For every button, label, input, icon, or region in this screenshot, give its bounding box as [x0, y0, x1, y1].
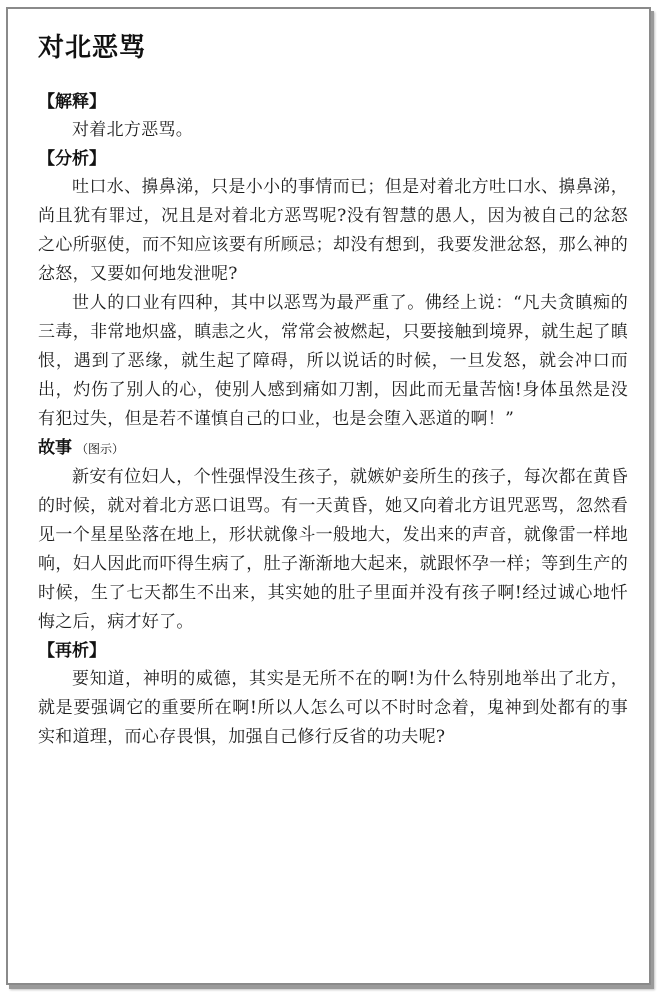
section-analysis	[38, 145, 628, 434]
section-reanalysis	[38, 637, 628, 752]
paragraph: 新安有位妇人，个性强悍没生孩子，就嫉妒妾所生的孩子，每次都在黄昏的时候，就对着北方恶口诅骂。有一天黄昏，她又向着北方诅咒恶骂，忽然看见一个星星坠落在地上，形状就像斗一般地大，发出来的声音，就像雷一样地响，妇人因此而吓得生病了，肚子渐渐地大起来，就跟怀孕一样；等到生产的时候，生了七天都生不出来，其实她的肚子里面并没有孩子啊!经过诚心地忏悔之后，病才好了。	[38, 467, 628, 632]
section-explanation	[38, 88, 628, 145]
document-page	[38, 28, 628, 752]
section-heading	[38, 434, 628, 463]
paragraph: 吐口水、擤鼻涕，只是小小的事情而已；但是对着北方吐口水、擤鼻涕，尚且犹有罪过，况且是对着北方恶骂呢?没有智慧的愚人，因为被自己的忿怒之心所驱使，而不知应该要有所顾忌；却没有想到，我要发泄忿怒，那么神的忿怒，又要如何地发泄呢?	[38, 177, 628, 284]
page-title: 对北恶骂	[38, 33, 147, 63]
paragraph: 世人的口业有四种，其中以恶骂为最严重了。佛经上说：“凡夫贪瞋痴的三毒，非常地炽盛，瞋恚之火，常常会被燃起，只要接触到境界，就生起了瞋恨，遇到了恶缘，就生起了障碍，所以说话的时候，一旦发怒，就会冲口而出，灼伤了别人的心，使别人感到痛如刀割，因此而无量苦恼!身体虽然是没有犯过失，但是若不谨慎自己的口业，也是会堕入恶道的啊！”	[38, 293, 628, 429]
section-heading: 【分析】	[38, 149, 106, 169]
section-story	[38, 434, 628, 637]
paragraph: 对着北方恶骂。	[72, 120, 194, 140]
section-heading-text: 故事	[38, 438, 72, 458]
paragraph: 要知道，神明的威德，其实是无所不在的啊!为什么特别地举出了北方，就是要强调它的重要所在啊!所以人怎么可以不时时念着，鬼神到处都有的事实和道理，而心存畏惧，加强自己修行反省的功夫呢?	[38, 669, 628, 747]
section-heading: 【再析】	[38, 641, 106, 661]
section-heading: 【解释】	[38, 92, 106, 112]
section-heading-note: （图示）	[76, 442, 125, 456]
